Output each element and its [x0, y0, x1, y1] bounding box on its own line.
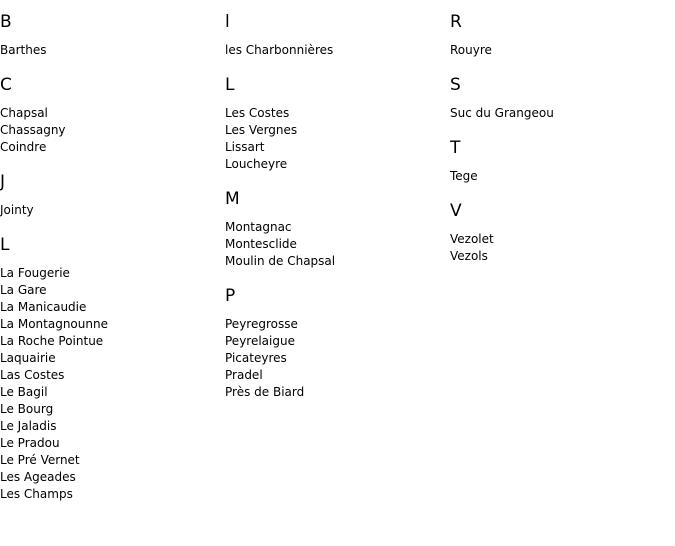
letter-heading: J [0, 172, 6, 192]
letter-group [225, 173, 445, 270]
letter-group [0, 156, 220, 219]
place-name: Rouyre [450, 43, 492, 57]
letter-group [0, 219, 220, 503]
place-name: La Fougerie [0, 266, 70, 280]
letter-heading: L [0, 235, 10, 255]
place-name: Jointy [0, 203, 34, 217]
place-name: Picateyres [225, 351, 287, 365]
letter-group [225, 270, 445, 401]
place-name: Las Costes [0, 368, 65, 382]
place-name: Suc du Grangeou [450, 106, 554, 120]
place-name: Vezols [450, 249, 488, 263]
place-list [225, 219, 445, 270]
letter-heading: L [225, 75, 235, 95]
place-list [0, 202, 220, 219]
place-name: Pradel [225, 368, 263, 382]
place-name: Les Vergnes [225, 123, 298, 137]
letter-group [225, 59, 445, 173]
letter-heading: S [450, 75, 461, 95]
letter-group [450, 122, 670, 185]
index-column-3 [450, 0, 670, 265]
place-name: Le Jaladis [0, 419, 57, 433]
place-name: Loucheyre [225, 157, 288, 171]
place-name: Les Costes [225, 106, 290, 120]
place-name: les Charbonnières [225, 43, 334, 57]
index-column-1 [0, 0, 220, 503]
place-list [225, 105, 445, 173]
place-name: Tege [450, 169, 478, 183]
place-name: Barthes [0, 43, 47, 57]
letter-heading: C [0, 75, 12, 95]
letter-group [450, 59, 670, 122]
place-name: Le Pré Vernet [0, 453, 80, 467]
place-name: Le Pradou [0, 436, 60, 450]
place-name: Peyregrosse [225, 317, 298, 331]
place-name: La Gare [0, 283, 47, 297]
letter-heading: T [450, 138, 461, 158]
place-name: Chapsal [0, 106, 48, 120]
place-list [450, 42, 670, 59]
place-list [225, 316, 445, 401]
place-name: Près de Biard [225, 385, 305, 399]
place-name: Lissart [225, 140, 265, 154]
letter-heading: B [0, 12, 12, 32]
letter-group [450, 185, 670, 265]
place-name: Moulin de Chapsal [225, 254, 336, 268]
letter-group [0, 0, 220, 59]
place-list [450, 105, 670, 122]
place-list [450, 168, 670, 185]
place-name: La Roche Pointue [0, 334, 104, 348]
place-name: La Montagnounne [0, 317, 108, 331]
place-name: Les Champs [0, 487, 73, 501]
letter-heading: V [450, 201, 462, 221]
place-list [0, 105, 220, 156]
place-list [0, 42, 220, 59]
place-name: Chassagny [0, 123, 66, 137]
letter-heading: l [225, 12, 230, 32]
letter-heading: M [225, 189, 240, 209]
place-name: Les Ageades [0, 470, 76, 484]
place-name: La Manicaudie [0, 300, 87, 314]
place-list [225, 42, 445, 59]
letter-group [0, 59, 220, 156]
place-name: Laquairie [0, 351, 56, 365]
letter-group [225, 0, 445, 59]
place-name: Le Bourg [0, 402, 54, 416]
index-column-2 [225, 0, 445, 401]
place-name: Montesclide [225, 237, 297, 251]
place-name: Vezolet [450, 232, 494, 246]
place-list [450, 231, 670, 265]
place-list [0, 265, 220, 503]
letter-heading: P [225, 286, 236, 306]
letter-group [450, 0, 670, 59]
letter-heading: R [450, 12, 462, 32]
place-name: Montagnac [225, 220, 292, 234]
place-name: Peyrelaigue [225, 334, 295, 348]
place-name: Coindre [0, 140, 47, 154]
place-name: Le Bagil [0, 385, 48, 399]
